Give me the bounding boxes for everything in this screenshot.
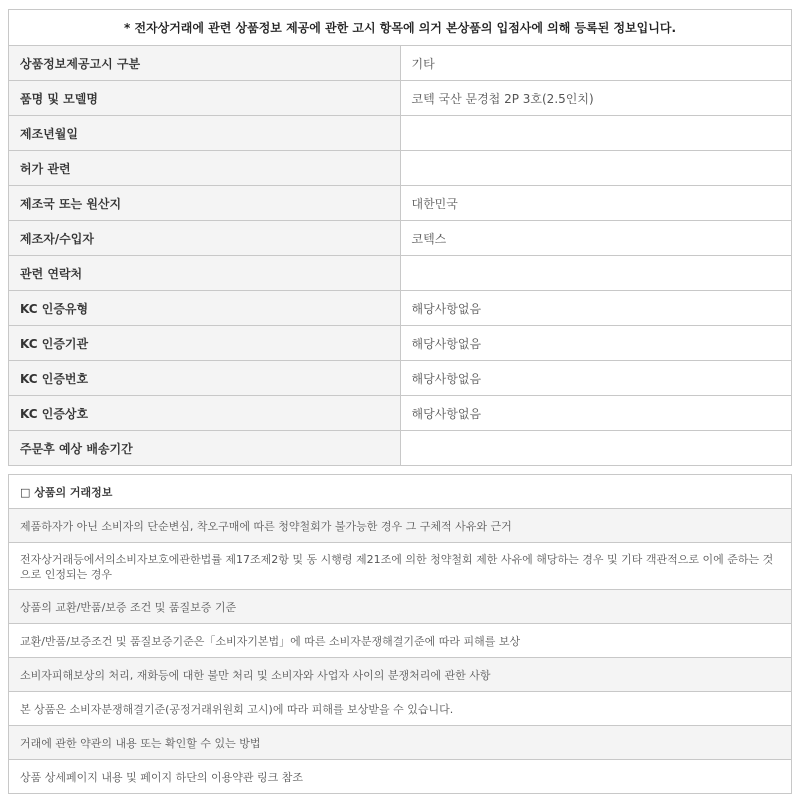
trade-answer: 교환/반품/보증조건 및 품질보증기준은「소비자기본법」에 따른 소비자분쟁해결기준에 따라 피해를 보상 (9, 624, 792, 658)
info-row (9, 151, 792, 186)
info-row (9, 326, 792, 361)
info-label: 제조국 또는 원산지 (9, 186, 401, 221)
info-row (9, 46, 792, 81)
product-info-notice (8, 9, 792, 794)
trade-question: 제품하자가 아닌 소비자의 단순변심, 착오구매에 따른 청약철회가 불가능한 경우 그 구체적 사유와 근거 (9, 509, 792, 543)
notice-header: * 전자상거래에 관련 상품정보 제공에 관한 고시 항목에 의거 본상품의 입점사에 의해 등록된 정보입니다. (9, 10, 792, 46)
product-info-table (8, 9, 792, 466)
info-row (9, 396, 792, 431)
info-label: 품명 및 모델명 (9, 81, 401, 116)
trade-question: 소비자피해보상의 처리, 재화등에 대한 불만 처리 및 소비자와 사업자 사이의 분쟁처리에 관한 사항 (9, 658, 792, 692)
trade-info-title: □ 상품의 거래정보 (9, 475, 792, 509)
trade-info-table (8, 474, 792, 794)
info-value (400, 151, 792, 186)
trade-question: 거래에 관한 약관의 내용 또는 확인할 수 있는 방법 (9, 726, 792, 760)
info-label: 제조자/수입자 (9, 221, 401, 256)
info-label: KC 인증번호 (9, 361, 401, 396)
info-label: KC 인증유형 (9, 291, 401, 326)
trade-question: 상품의 교환/반품/보증 조건 및 품질보증 기준 (9, 590, 792, 624)
info-row (9, 186, 792, 221)
trade-answer: 전자상거래등에서의소비자보호에관한법률 제17조제2항 및 동 시행령 제21조에 의한 청약철회 제한 사유에 해당하는 경우 및 기타 객관적으로 이에 준하는 것으로 인정되는 경우 (9, 543, 792, 590)
info-value: 기타 (400, 46, 792, 81)
info-label: 상품정보제공고시 구분 (9, 46, 401, 81)
info-row (9, 361, 792, 396)
info-label: KC 인증상호 (9, 396, 401, 431)
info-value: 대한민국 (400, 186, 792, 221)
info-row (9, 256, 792, 291)
info-value: 해당사항없음 (400, 326, 792, 361)
info-label: 관련 연락처 (9, 256, 401, 291)
info-row (9, 81, 792, 116)
info-value (400, 431, 792, 466)
info-value (400, 256, 792, 291)
info-label: 제조년월일 (9, 116, 401, 151)
info-value: 해당사항없음 (400, 291, 792, 326)
trade-answer: 본 상품은 소비자분쟁해결기준(공정거래위원회 고시)에 따라 피해를 보상받을 수 있습니다. (9, 692, 792, 726)
info-row (9, 291, 792, 326)
trade-answer: 상품 상세페이지 내용 및 페이지 하단의 이용약관 링크 참조 (9, 760, 792, 794)
info-value: 해당사항없음 (400, 396, 792, 431)
info-label: 주문후 예상 배송기간 (9, 431, 401, 466)
info-row (9, 221, 792, 256)
info-value: 해당사항없음 (400, 361, 792, 396)
info-value: 코텍 국산 문경첩 2P 3호(2.5인치) (400, 81, 792, 116)
info-row (9, 116, 792, 151)
info-row (9, 431, 792, 466)
info-label: KC 인증기관 (9, 326, 401, 361)
info-label: 허가 관련 (9, 151, 401, 186)
info-value (400, 116, 792, 151)
info-value: 코텍스 (400, 221, 792, 256)
